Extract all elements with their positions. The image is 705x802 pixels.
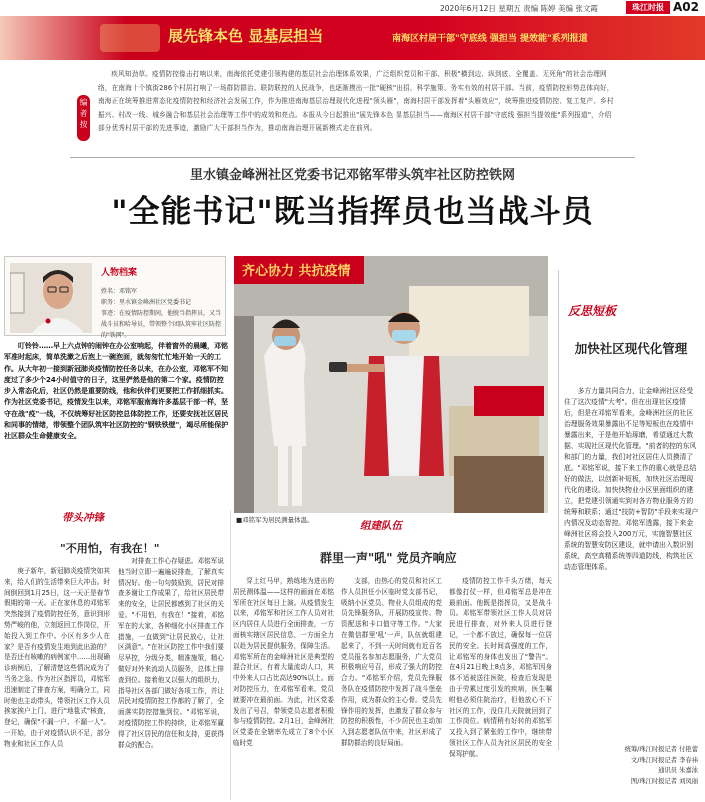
credit-line: 图/珠江时报记者 刘凤丽 bbox=[630, 777, 698, 785]
column-divider bbox=[230, 510, 231, 800]
news-photo bbox=[234, 256, 548, 513]
article-headline: "全能书记"既当指挥员也当战斗员 bbox=[111, 194, 594, 230]
section-head-charge: 带头冲锋 bbox=[62, 512, 104, 524]
profile-title: 人物档案 bbox=[101, 268, 138, 278]
article-column-4: 支部，由热心的党员和社区工作人员担任小区临时党支部书记，吸纳小区党员、物业人员组成的党员先锋服务队，开展防疫宣传、物资配送和卡口值守等工作。"大家在微信群里'吼'一声，队伍就组建起来了，不到一天时间就有近百名党员报名参加志愿服务，广大党员积极响应号召，形成了强大的防控合力。"邓铭军介绍，党员先锋服务队在疫情防控中发挥了战斗堡垒作用，成为群众的主心骨。党员先锋作用的发挥，也激发了群众参与防控的积极性，不少居民也主动加入到志愿者队伍中来，社区形成了群防群治的良好局面。 bbox=[341, 577, 442, 747]
section-head-team: 组建队伍 bbox=[360, 520, 402, 532]
page-number: A02 bbox=[673, 0, 699, 14]
profile-name: 姓名：邓铭军 bbox=[101, 288, 138, 295]
profile-portrait bbox=[10, 263, 92, 333]
section-divider bbox=[70, 157, 635, 158]
banner-subtitle: 南海区村居干部"守底线 强担当 提效能"系列报道 bbox=[392, 34, 588, 44]
profile-deeds: 事迹：在疫情防控期间，他脱当指挥员，又当战斗员和哈导员，带领整个团队筑牢社区防控的"铁网"。 bbox=[101, 310, 222, 339]
article-column-3: 穿上红马甲，熟练地为进出的居民测体温——这样的画面在邓铭军所在社区每日上演。从疫情发生以来，邓铭军和社区工作人员对社区内居住人员进行全面排查，一方面核实辖区居民信息，一方面全力以赴为居民提供服务，保障生活。邓铭军所在的金峰洲社区是典型的混合社区，有着大量流动人口，其中外来人口占比高达90%以上。面对防控压力，在邓铭军看来，党员就要冲在最前面。为此，社区党委发出了号召，带领党员志愿者积极参与疫情防控。2月1日，金峰洲社区党委在全辖率先成立了8个小区临时党 bbox=[233, 577, 334, 747]
issue-date: 2020年6月12日 星期五 责编 陈婷 美编 张文霞 bbox=[440, 4, 598, 13]
photo-caption: ■邓铭军为居民测量体温。 bbox=[236, 516, 314, 524]
article-column-1: 庚子新年，新冠肺炎疫情突如其来，给人们的生活带来巨大冲击。时间倒回到1月25日，这一天正是春节假期的第一天。正在家休息的邓铭军突然接到了疫情防控任务，意识到形势严峻的他，立刻返回工作岗位，开始投入到工作中。小区有多少人在家？是否有疫情发生地到此出游的？是否还有咳嗽的病例家中……出现确诊病例后，了解清楚这些情况成为了当务之急。作为社区指挥员，邓铭军迅速制定了排查方案，明确分工，同时他也主动带头，带领社区工作人员挨家挨户上门，进行"地毯式"核查，登记，确保"不漏一户、不漏一人"。一开始，由于对疫情认识不足，部分物业和社区工作人员 bbox=[4, 567, 110, 748]
editor-note-text: 疾风知劲草。疫情防控像击打响以来，南海依托党建引领构建的基层社会治理体系效果，广泛组织党员和干部、积极"横到边、纵到底、全覆盖、无死角"的社会治理网络，在南海十个镇街286个村居打响了一场群防群治、联防联控的人民战争，也逐渐摸出一批"硬核"出招、科学施策、务实有效的村居干部。当前，疫情防控形势总体向好，南海正在统筹推进常态化疫情防控和经济社会发展工作，作为推进南海基层治理现代化进程"领头雁"，南海村居干部发挥着"头雁效应"，统筹推进疫情防控、复工复产、乡村振兴、村改一线、城乡融合和基层社会治理等工作中的成效和亮点。本报从今日起推出"展先锋本色 显基层担当——南海区村居干部"守底线 强担当提效能"系列报道"，介绍部分优秀村居干部的先进事迹，激励广大干部担当作为，推动南海治理开展新模式走在前列。 bbox=[98, 70, 614, 132]
article-column-5: 疫情防控工作千头万绪，每天都像打仗一样，但邓铭军总是冲在最前面。他既是指挥员，又是战斗员。邓铭军带领社区工作人员对居民进行排查，对外来人员进行登记，一个都不放过，确保每一位居民的安全。长时间高强度的工作，让邓铭军的身体也发出了"警告"。在4月21日晚上8点多，邓铭军因身体不适被送往医院，检查后发现是由于劳累过度引发的疾病，医生嘱咐他必须住院治疗，但他放心不下社区的工作，没住几天院就回到了工作岗位。病情稍有好转的邓铭军又投入到了紧张的工作中，继续带领社区工作人员为社区居民的安全保驾护航。 bbox=[449, 577, 552, 758]
sidebar-divider bbox=[558, 270, 559, 750]
credit-line: 统筹/珠江时报记者 付艳蕾 bbox=[624, 746, 698, 753]
banner-decoration bbox=[100, 24, 160, 52]
editor-note-badge: 编者按 bbox=[77, 95, 90, 141]
newspaper-logo: 珠江时报 bbox=[626, 1, 670, 14]
sidebar-body: 多方力量共同合力，让金峰洲社区经受住了这次疫情"大考"。但在出现社区疫情后，但是在邓铭军看来，金峰洲社区的社区治理服务效果暴露出不足等短板也在疫情中暴露出来，于是他开始琢磨，希望通过大数据、实现社区现代化管理。"前者的控的东风和部门的力量，我们对社区居住人员摸清了底。"邓铭军说，接下来工作的重心就是总结好的做法，以创新补短板，加快社区治理现代化的建设。加快快物业小区里面组织的建立，把党建引领通实到对各方物业服务方的统筹和联系；通过"技防+智防"手段来实现户内情况及动态智控。邓铭军透露，接下来金峰洲社区将会投入200万元，实施智慧社区系统的智慧安防区建设，就申请出入数识别系统，高空高精系统等四道防线，构筑社区动态管理体系。 bbox=[564, 387, 699, 571]
credit-line: 通讯员 朱嘉泳 bbox=[658, 767, 698, 774]
credit-line: 文/珠江时报记者 李春祎 bbox=[630, 756, 698, 764]
section-title-team: 群里一声"吼" 党员齐响应 bbox=[320, 551, 457, 565]
page-header-bar bbox=[0, 0, 705, 16]
series-banner bbox=[0, 16, 705, 60]
section-title-charge: "不用怕，有我在！" bbox=[60, 542, 160, 555]
article-column-2: 对排查工作心存疑虑。邓铭军说他当时立即一遍遍说排查，了解真实情况好。他一句句鼓励到，居民对排查多谢让工作成果了，给社区居民带来的安全，让居民都感到了社区的关爱。"不用怕，有我在！"接着，邓铭军在的大家，各种细化小区排查工作措施，一直做到"让居民放心，让社区满意"。"在社区防控工作中我们要尽早控，分级分类，精准施策，精心做好对外来流动人员服务，总体上排查到位。接着他又以强大的组织力，指导社区各部门做好各项工作，并让居民对疫情防控工作都的了解了，全面落实防控措施到位。"邓铭军说，对疫情防控工作的持续，让邓铭军赢得了社区居民的信任和支持，更获得群众的配合。 bbox=[118, 557, 224, 749]
article-subheadline: 里水镇金峰洲社区党委书记邓铭军带头筑牢社区防控铁网 bbox=[189, 168, 515, 183]
sidebar-section-title: 反思短板 bbox=[568, 304, 617, 318]
article-intro: 叮铃铃……早上六点钟的闹钟在办公室响起，伴着窗外的晨曦，邓铭军准时起床，简单洗漱之后泡上一碗泡面，就匆匆忙忙地开始一天的工作。从大年初一接到新冠肺炎疫情防控任务以来，在办公室，邓铭军不知度过了多少个24小时值守的日子，这里俨然是他的第二个家。疫情防控步入常态化后，社区仍然是重要防线，他和伙伴们更要把工作抓细抓实。作为社区党委书记，疫情发生以来，邓铭军服南海许多基层干部一样，坚守在战"疫"一线，不仅统筹好社区防控总体防控工作，还要安抚社区居民和同事的情绪，带领整个团队筑牢社区防控的"钢铁铁壁"，竭尽所能保护社区群众生命健康安全。 bbox=[4, 342, 229, 441]
profile-position: 职务：里水镇金峰洲社区党委书记 bbox=[101, 299, 192, 306]
article-credits bbox=[570, 745, 698, 787]
banner-title: 展先锋本色 显基层担当 bbox=[168, 27, 324, 45]
photo-banner-text: 齐心协力 共抗疫情 bbox=[242, 264, 351, 279]
profile-fields bbox=[101, 286, 221, 341]
sidebar-subtitle: 加快社区现代化管理 bbox=[574, 341, 688, 356]
